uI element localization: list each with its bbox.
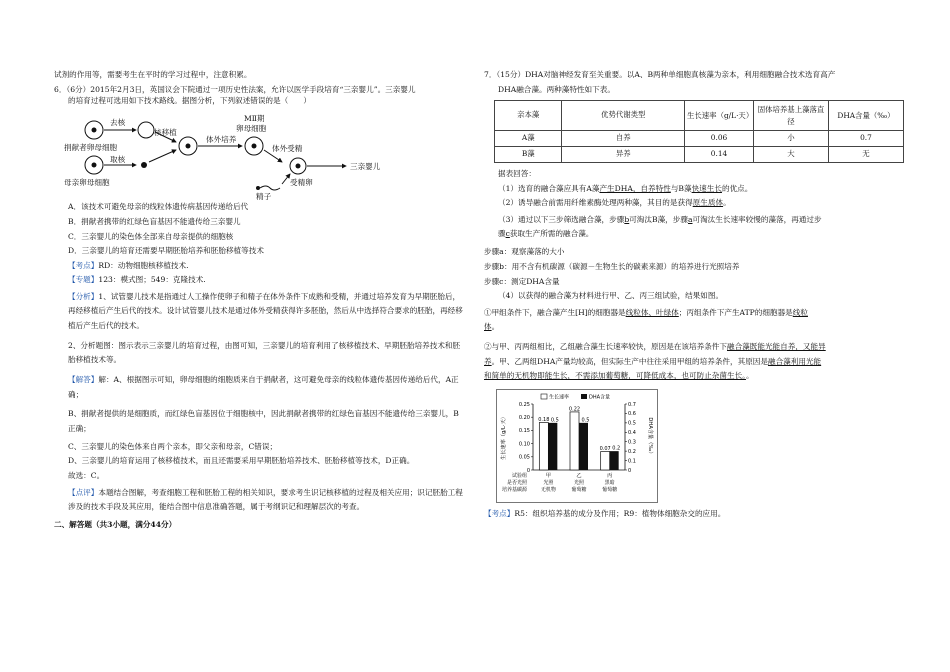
bar-growth bbox=[601, 452, 610, 470]
mother-nucleus bbox=[92, 163, 97, 168]
data-label-dha: 0.5 bbox=[550, 417, 559, 424]
chart-svg bbox=[497, 390, 657, 502]
table-header: 固体培养基上藻落直径 bbox=[754, 100, 829, 131]
dianping-tag: 【点评】 bbox=[68, 487, 99, 497]
table-header: DHA含量（‰） bbox=[829, 100, 904, 131]
step-a: 步骤a：观察藻落的大小 bbox=[484, 247, 565, 257]
label-in-vitro-culture: 体外培养 bbox=[206, 135, 237, 145]
x-axis-row-label: 试验组 bbox=[511, 473, 527, 480]
bar-dha bbox=[610, 452, 619, 471]
label-mother-egg: 母亲卵母细胞 bbox=[64, 178, 110, 188]
q3-answer-3: c bbox=[505, 229, 510, 239]
table-cell: 大 bbox=[754, 147, 829, 163]
x-tick-sublabel: 葡萄糖 bbox=[571, 487, 587, 494]
q6-text-2: 。甲、乙两组DHA产量均较高，但实际生产中往往采用甲组的培养条件，其原因是 bbox=[491, 356, 768, 366]
table-header: 亲本藻 bbox=[495, 100, 562, 131]
option-d: D．三亲婴儿的培育还需要早期胚胎培养和胚胎移植等技术 bbox=[68, 246, 264, 256]
kaodian-tag-2: 【考点】 bbox=[484, 509, 515, 519]
y-tick-label: 0 bbox=[526, 468, 530, 475]
table-header-row bbox=[495, 100, 904, 131]
kaodian-tag: 【考点】 bbox=[68, 260, 99, 270]
table-cell: B藻 bbox=[495, 147, 562, 163]
sperm-shape bbox=[260, 186, 280, 190]
donor-nucleus bbox=[92, 128, 97, 133]
data-label-dha: 0.2 bbox=[612, 446, 621, 453]
enucleated-egg bbox=[138, 122, 154, 138]
y-tick-label-right: 0.7 bbox=[628, 402, 636, 409]
q3-text-5: 获取生产所需的融合藻。 bbox=[509, 229, 594, 239]
right-column bbox=[484, 70, 910, 524]
q6-answer-2a: 融合藻利用光能 bbox=[767, 356, 822, 366]
table-cell: 异养 bbox=[562, 147, 685, 163]
table-cell: 0.14 bbox=[685, 147, 754, 163]
q5-text: ①甲组条件下，融合藻产生[H]的细胞器是 bbox=[484, 307, 626, 317]
y-tick-label: 0.20 bbox=[518, 415, 530, 422]
y-tick-label-right: 0 bbox=[628, 468, 632, 475]
q6-text: ②与甲、丙两组相比，乙组融合藻生长速率较快，原因是在该培养条件下 bbox=[484, 342, 727, 352]
q4-text: （4）以获得的融合藻为材料进行甲、乙、丙三组试验，结果如图。 bbox=[498, 291, 724, 301]
y-tick-label: 0.25 bbox=[518, 402, 530, 409]
x-tick-sublabel: 葡萄糖 bbox=[602, 487, 618, 494]
y-tick-label: 0.15 bbox=[518, 428, 530, 435]
q2-end: 。 bbox=[723, 198, 731, 208]
x-axis-row-label: 是否光照 bbox=[506, 480, 527, 487]
step-b: 步骤b：用不含有机碳源（碳源－生物生长的碳素来源）的培养进行光照培养 bbox=[484, 261, 740, 271]
jieda-c: C、三亲婴儿的染色体来自两个亲本，即父亲和母亲，C错误； bbox=[68, 441, 278, 451]
table-row bbox=[495, 131, 904, 147]
kaodian-text: RD：动物细胞核移植技术. bbox=[98, 260, 189, 270]
option-c: C．三亲婴儿的染色体全部来自母亲提供的细胞核 bbox=[68, 231, 234, 241]
label-mii-oocyte: 卵母细胞 bbox=[236, 124, 267, 134]
q3-text-3: 可淘汰生长速率较慢的藻落，再通过步 bbox=[692, 214, 822, 224]
table-cell: A藻 bbox=[495, 131, 562, 147]
label-mii-stage: MⅡ期 bbox=[244, 114, 265, 124]
q2-answer: 原生质体 bbox=[692, 198, 724, 208]
bar-dha bbox=[548, 423, 557, 470]
q6-stem-1: 6．（6分）2015年2月3日，英国议会下院通过一项历史性法案，允许以医学手段培育“三亲婴儿”。三亲婴儿 bbox=[54, 84, 416, 94]
q6-answer-2b: 和简单的无机物即能生长，不需添加葡萄糖，可降低成本，也可防止杂菌生长。 bbox=[484, 370, 746, 380]
q7-stem-2: DHA融合藻。两种藻特性如下表。 bbox=[498, 85, 615, 95]
q5-text-2: ；丙组条件下产生ATP的细胞器是 bbox=[678, 307, 793, 317]
table-header: 优势代谢类型 bbox=[562, 100, 685, 131]
q6-answer-1a: 融合藻既能光能自养，又能异 bbox=[727, 342, 826, 352]
y-tick-label-right: 0.4 bbox=[628, 430, 636, 437]
y-axis-label: 生长速率（g/L·天） bbox=[501, 414, 507, 461]
fenxi-tag: 【分析】 bbox=[68, 291, 99, 301]
q1-text: （1）选育的融合藻应具有A藻 bbox=[498, 183, 600, 193]
label-donor-egg: 捐献者卵母细胞 bbox=[64, 143, 118, 153]
q6-end: 。 bbox=[745, 370, 754, 380]
y-tick-label-right: 0.3 bbox=[628, 439, 636, 446]
legend-label-dha: DHA含量 bbox=[589, 394, 611, 401]
q3-answer-2: a bbox=[687, 214, 693, 224]
table-cell: 小 bbox=[754, 131, 829, 147]
label-fertilized-egg: 受精卵 bbox=[290, 178, 313, 188]
answer: 故选：C。 bbox=[68, 471, 105, 480]
q1-answer-1: 产生DHA，自养特性 bbox=[599, 183, 671, 193]
table-cell: 无 bbox=[829, 147, 904, 163]
x-tick-sublabel: 黑暗 bbox=[604, 480, 615, 487]
table-cell: 0.7 bbox=[829, 131, 904, 147]
zhuanti-text: 123：模式图；549：克隆技术. bbox=[98, 275, 206, 285]
q3-text-2: 可淘汰B藻，步骤 bbox=[629, 214, 688, 224]
y-tick-label: 0.10 bbox=[518, 441, 530, 448]
q3-text-4: 骤 bbox=[498, 229, 506, 239]
section-2-heading: 二、解答题（共3小题，满分44分） bbox=[54, 519, 177, 529]
q2-text: （2）诱导融合前需用纤维素酶处理两种藻，其目的是获得 bbox=[498, 198, 693, 208]
q1-answer-2: 快速生长 bbox=[691, 183, 722, 193]
q3-answer-1: b bbox=[624, 214, 630, 224]
y-axis-label-right: DHA含量（‰） bbox=[647, 417, 653, 457]
jieda-tag: 【解答】 bbox=[68, 375, 99, 385]
table-cell: 0.06 bbox=[685, 131, 754, 147]
x-tick-sublabel: 光照 bbox=[573, 480, 585, 487]
x-tick-sublabel: 无机物 bbox=[540, 487, 556, 494]
x-tick-label: 甲 bbox=[545, 473, 551, 480]
q3-text: （3）通过以下三步筛选融合藻，步骤 bbox=[498, 214, 625, 224]
label-sperm: 精子 bbox=[256, 192, 272, 202]
left-column bbox=[54, 70, 466, 535]
parent-algae-table bbox=[494, 100, 904, 163]
bar-dha bbox=[579, 423, 588, 470]
q5-end: 。 bbox=[491, 322, 500, 332]
label-three-parent-baby: 三亲婴儿 bbox=[350, 162, 381, 172]
answer-prompt: 据表回答： bbox=[498, 169, 536, 179]
label-remove-nucleus: 去核 bbox=[110, 118, 126, 128]
y-tick-label-right: 0.2 bbox=[628, 449, 636, 456]
y-tick-label-right: 0.5 bbox=[628, 421, 636, 428]
extracted-nucleus bbox=[141, 162, 147, 168]
q6-stem-2: 的培育过程可选用如下技术路线。据图分析，下列叙述错误的是（ ） bbox=[68, 95, 311, 105]
jieda-d: D、三亲婴儿的培育运用了核移植技术，而且还需要采用早期胚胎培养技术、胚胎移植等技术，D正确。 bbox=[68, 456, 415, 466]
step-c: 步骤c：测定DHA含量 bbox=[484, 276, 560, 286]
legend-swatch-growth bbox=[541, 394, 547, 399]
label-ivf: 体外受精 bbox=[272, 144, 303, 154]
dianping-text: 本题结合图解，考查细胞工程和胚胎工程的相关知识，要求考生识记核移植的过程及相关应用；识记胚胎工程涉及的技术手段及其应用，能结合图中信息准确答题，属于考纲识记和理解层次的考查。 bbox=[68, 487, 463, 512]
y-tick-label-right: 0.6 bbox=[628, 411, 636, 418]
legend-label-growth: 生长速率 bbox=[549, 394, 570, 401]
kaodian-text-2: R5：组织培养基的成分及作用；R9：植物体细胞杂交的应用。 bbox=[514, 509, 726, 519]
q1-text-2: 与B藻 bbox=[670, 183, 692, 193]
label-nuclear-transfer: 核移植 bbox=[154, 128, 177, 138]
intro-text: 试剂的作用等，需要考生在平时的学习过程中，注意积累。 bbox=[54, 70, 252, 79]
data-label-dha: 0.5 bbox=[581, 417, 590, 424]
data-label-growth: 0.22 bbox=[568, 406, 581, 413]
data-label-growth: 0.18 bbox=[538, 417, 550, 424]
x-tick-label: 乙 bbox=[576, 473, 582, 480]
jieda-a: 解：A、根据图示可知，卵母细胞的细胞质来自于捐献者，这可避免母亲的线粒体遗传基因传递给后代，A正确； bbox=[68, 375, 459, 399]
table-row bbox=[495, 147, 904, 163]
table-header: 生长速率（g/L·天） bbox=[685, 100, 754, 131]
jieda-b: B、捐献者提供的是细胞质，而红绿色盲基因位于细胞核中，因此捐献者携带的红绿色盲基因不能遗传给三亲婴儿，B正确； bbox=[68, 409, 459, 433]
x-tick-label: 丙 bbox=[607, 473, 613, 480]
y-tick-label-right: 0.1 bbox=[628, 458, 636, 465]
bar-growth bbox=[539, 423, 548, 471]
zhuanti-tag: 【专题】 bbox=[68, 275, 99, 285]
legend-swatch-dha bbox=[581, 394, 587, 399]
q6-answer-1b: 养 bbox=[484, 356, 492, 366]
option-a: A．该技术可避免母亲的线粒体遗传病基因传递给后代 bbox=[68, 202, 249, 212]
q1-text-3: 的优点。 bbox=[721, 183, 753, 193]
y-tick-label: 0.05 bbox=[518, 454, 530, 461]
q5-answer-2b: 体 bbox=[484, 322, 492, 332]
label-take-nucleus: 取核 bbox=[110, 155, 126, 165]
x-tick-sublabel: 光照 bbox=[543, 480, 554, 487]
q5-answer-1: 线粒体、叶绿体 bbox=[625, 307, 679, 317]
q6-figure bbox=[54, 110, 466, 202]
x-axis-row-label: 培养基碳源 bbox=[501, 487, 527, 494]
table-cell: 自养 bbox=[562, 131, 685, 147]
fenxi-text-2: 2、分析题图：图示表示三亲婴儿的培育过程，由图可知，三亲婴儿的培育利用了核移植技术、早期胚胎培养技术和胚胎移植技术等。 bbox=[68, 340, 461, 365]
data-label-growth: 0.07 bbox=[599, 446, 611, 453]
q5-answer-2a: 线粒 bbox=[792, 307, 808, 317]
growth-dha-chart bbox=[496, 389, 658, 503]
q7-stem-1: 7．（15分）DHA对脑神经发育至关重要。以A、B两种单细胞真核藻为亲本，利用细胞融合技术选育高产 bbox=[484, 70, 836, 79]
bar-growth bbox=[570, 412, 579, 470]
fenxi-text: 1、试管婴儿技术是指通过人工操作使卵子和精子在体外条件下成熟和受精，并通过培养发育为早期胚胎后，再经移植后产生后代的技术。设计试管婴儿技术是通过体外受精获得许多胚胎，然后从中选择符合要求的胚胎，再经移植后产生后代的技术。 bbox=[68, 291, 463, 330]
option-b: B．捐献者携带的红绿色盲基因不能遗传给三亲婴儿 bbox=[68, 216, 241, 226]
